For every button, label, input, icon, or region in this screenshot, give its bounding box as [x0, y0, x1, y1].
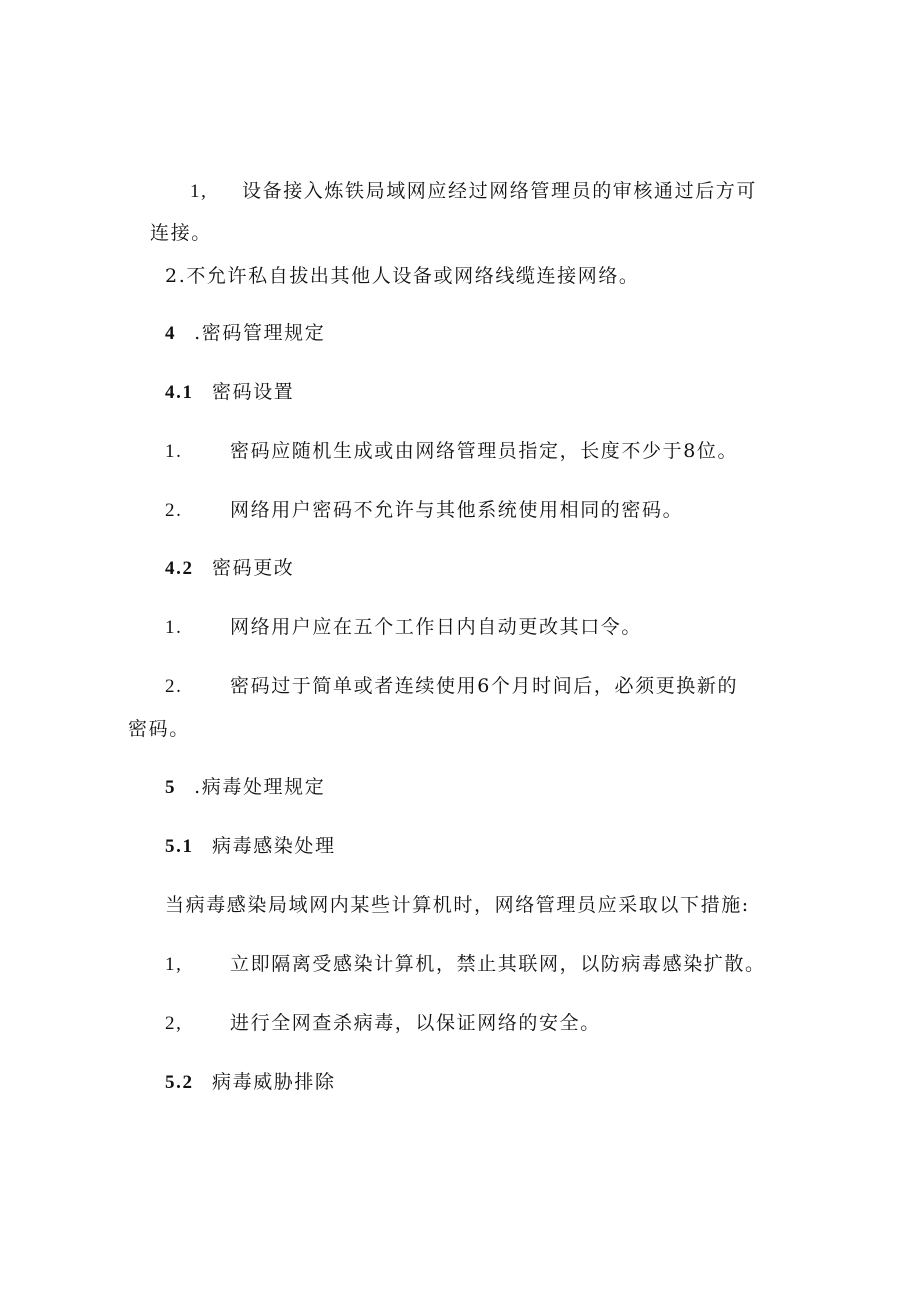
list-item-number: 1, [190, 181, 208, 202]
section-number: 4 [165, 323, 177, 344]
list-item-text-continuation: 连接。 [150, 222, 212, 244]
subsection-number: 5.2 [165, 1072, 194, 1093]
paragraph: 当病毒感染局域网内某些计算机时，网络管理员应采取以下措施: [165, 894, 750, 916]
list-item-text: 网络用户密码不允许与其他系统使用相同的密码。 [230, 499, 684, 521]
list-item-text: 密码应随机生成或由网络管理员指定，长度不少于8位。 [230, 440, 739, 462]
section-heading [165, 774, 325, 801]
list-item-text-continuation: 密码。 [128, 718, 190, 740]
subsection-title: 密码设置 [212, 381, 295, 403]
section-title: .病毒处理规定 [194, 776, 326, 798]
section-number: 5 [165, 777, 177, 798]
subsection-title: 病毒威胁排除 [212, 1071, 336, 1093]
list-item-text: 2.不允许私自拔出其他人设备或网络线缆连接网络。 [165, 265, 640, 287]
subsection-title: 病毒感染处理 [212, 835, 336, 857]
list-item-text: 进行全网查杀病毒，以保证网络的安全。 [230, 1012, 601, 1034]
list-item-text: 密码过于简单或者连续使用6个月时间后，必须更换新的 [230, 675, 739, 697]
list-item-text: 网络用户应在五个工作日内自动更改其口令。 [230, 616, 643, 638]
list-item-number: 1, [165, 954, 183, 975]
list-item-number: 1. [165, 441, 183, 462]
list-item-text: 立即隔离受感染计算机，禁止其联网，以防病毒感染扩散。 [230, 953, 766, 975]
list-item-text: 设备接入炼铁局域网应经过网络管理员的审核通过后方可 [242, 180, 758, 202]
subsection-number: 5.1 [165, 836, 194, 857]
subsection-number: 4.2 [165, 558, 194, 579]
subsection-number: 4.1 [165, 382, 194, 403]
list-item-number: 2. [165, 500, 183, 521]
list-item-number: 2, [165, 1013, 183, 1034]
section-heading [165, 320, 325, 347]
list-item-number: 1. [165, 617, 183, 638]
section-title: .密码管理规定 [194, 322, 326, 344]
list-item-number: 2. [165, 676, 183, 697]
subsection-title: 密码更改 [212, 557, 295, 579]
